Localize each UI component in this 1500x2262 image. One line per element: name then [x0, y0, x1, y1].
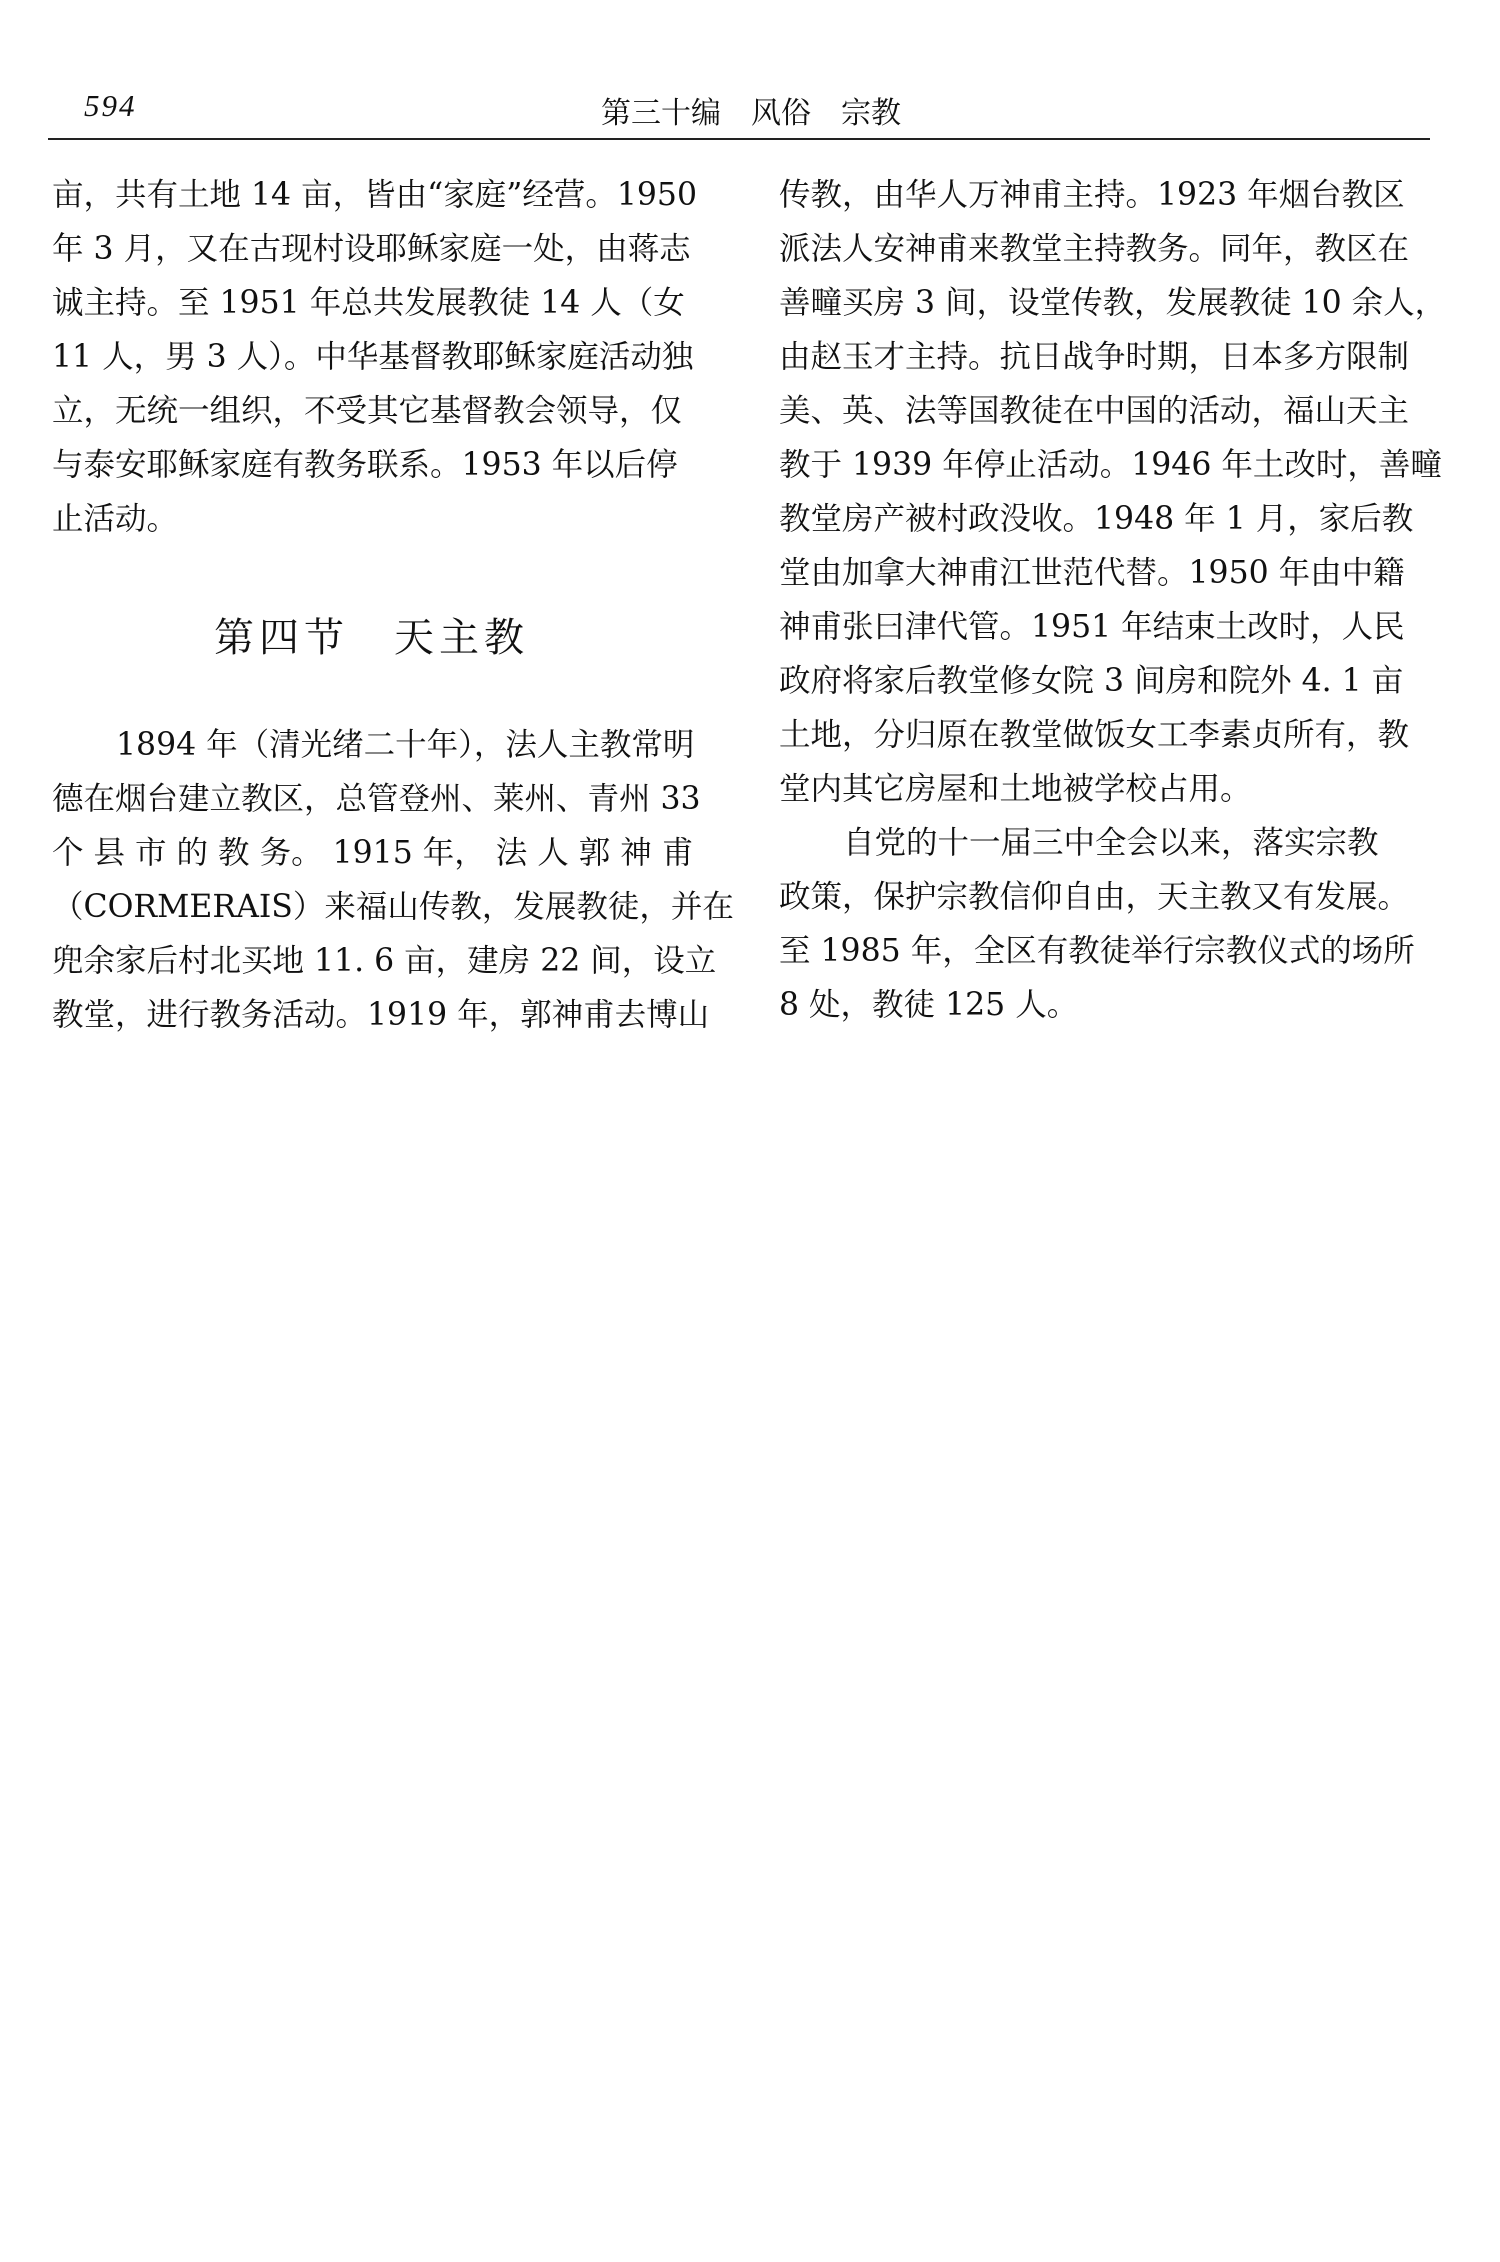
text-line: 善疃买房 3 间，设堂传教，发展教徒 10 余人，: [779, 285, 1447, 321]
paragraph-catholic-continued: [779, 168, 1447, 816]
text-line: 教于 1939 年停止活动。1946 年土改时，善疃: [779, 447, 1442, 483]
text-line: 亩，共有土地 14 亩，皆由“家庭”经营。1950: [52, 177, 697, 213]
text-line: 土地，分归原在教堂做饭女工李素贞所有，教: [779, 717, 1410, 753]
text-line: 立，无统一组织，不受其它基督教会领导，仅: [52, 393, 683, 429]
text-line: 自党的十一届三中全会以来，落实宗教: [843, 825, 1379, 861]
text-line: 派法人安神甫来教堂主持教务。同年，教区在: [779, 231, 1410, 267]
paragraph-jesus-family: [52, 168, 717, 546]
text-line: 诚主持。至 1951 年总共发展教徒 14 人（女: [52, 285, 685, 321]
text-line: 兜余家后村北买地 11. 6 亩，建房 22 间，设立: [52, 943, 717, 979]
paragraph-post-reform: [779, 816, 1444, 1032]
text-line: 与泰安耶稣家庭有教务联系。1953 年以后停: [52, 447, 678, 483]
text-line: 8 处，教徒 125 人。: [779, 987, 1079, 1023]
text-line: 教堂房产被村政没收。1948 年 1 月，家后教: [779, 501, 1414, 537]
text-line: 神甫张曰津代管。1951 年结束土改时，人民: [779, 609, 1405, 645]
text-line: 个 县 市 的 教 务。 1915 年， 法 人 郭 神 甫: [52, 835, 694, 871]
paragraph-catholic-history: [52, 718, 734, 1042]
text-line: 堂由加拿大神甫江世范代替。1950 年由中籍: [779, 555, 1405, 591]
text-line: 至 1985 年，全区有教徒举行宗教仪式的场所: [779, 933, 1415, 969]
text-line: 堂内其它房屋和土地被学校占用。: [779, 771, 1252, 807]
text-line: 由赵玉才主持。抗日战争时期，日本多方限制: [779, 339, 1410, 375]
text-line: （CORMERAIS）来福山传教，发展教徒，并在: [52, 889, 734, 925]
text-line: 止活动。: [52, 501, 179, 537]
text-line: 政策，保护宗教信仰自由，天主教又有发展。: [779, 879, 1410, 915]
text-line: 1894 年（清光绪二十年），法人主教常明: [116, 727, 695, 763]
left-column: [52, 168, 734, 1042]
text-line: 教堂，进行教务活动。1919 年，郭神甫去博山: [52, 997, 710, 1033]
text-line: 政府将家后教堂修女院 3 间房和院外 4. 1 亩: [779, 663, 1404, 699]
text-line: 年 3 月，又在古现村设耶稣家庭一处，由蒋志: [52, 231, 691, 267]
running-title: 第三十编 风俗 宗教: [601, 96, 901, 131]
text-line: 德在烟台建立教区，总管登州、莱州、青州 33: [52, 781, 701, 817]
page-header: [48, 88, 1430, 136]
text-line: 美、英、法等国教徒在中国的活动，福山天主: [779, 393, 1410, 429]
text-line: 传教，由华人万神甫主持。1923 年烟台教区: [779, 177, 1405, 213]
page-number: 594: [84, 88, 137, 123]
right-column: [779, 168, 1447, 1032]
section-title: 第四节 天主教: [214, 615, 529, 661]
text-line: 11 人，男 3 人）。中华基督教耶稣家庭活动独: [52, 339, 694, 375]
header-rule: [48, 138, 1430, 140]
